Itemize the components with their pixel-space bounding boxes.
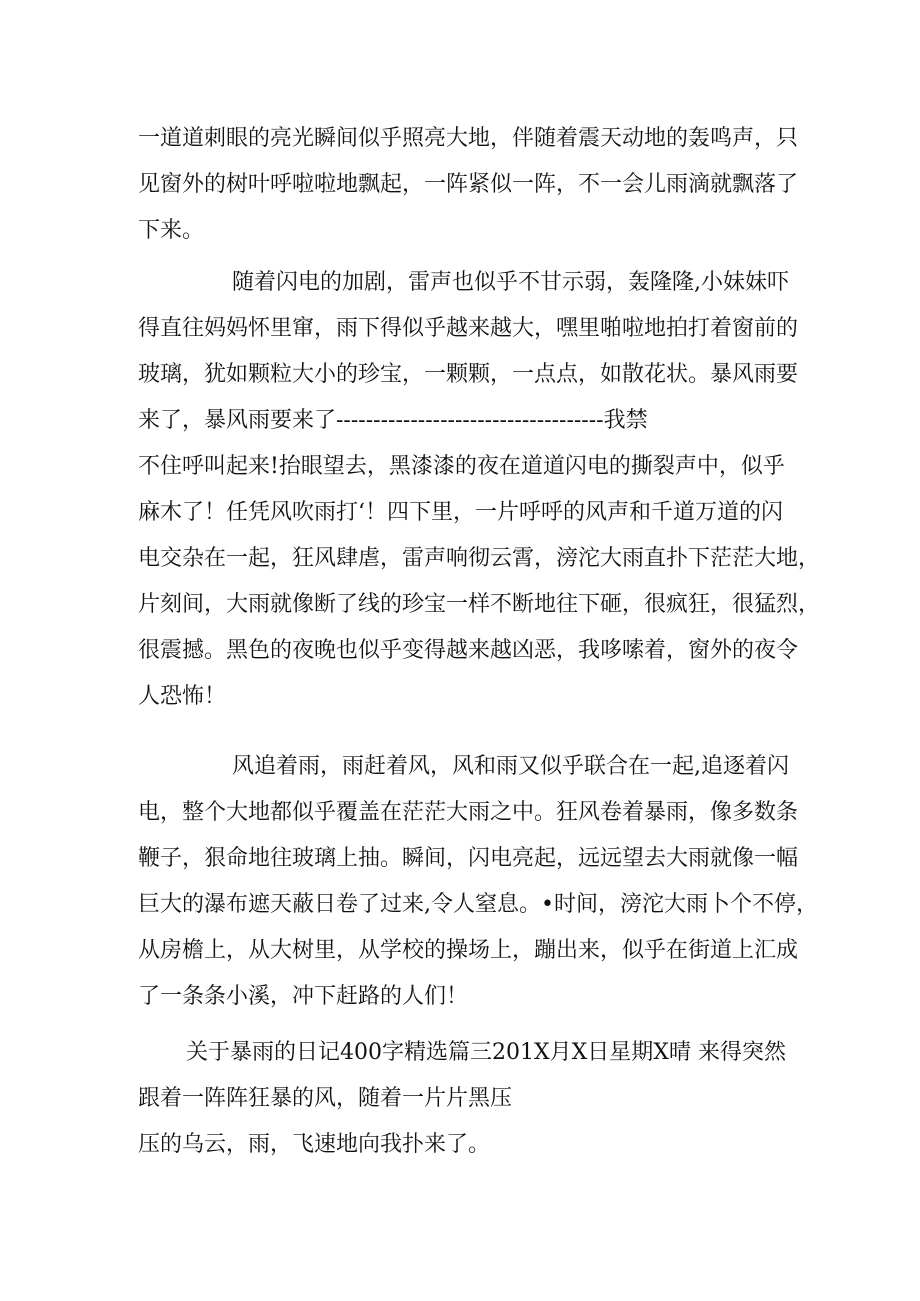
paragraph-line: 电交杂在一起，狂风肆虐，雷声响彻云霄，滂沱大雨直扑下茫茫大地，	[138, 546, 821, 571]
paragraph-line: 从房檐上，从大树里，从学校的操场上，蹦出来，似乎在街道上汇成	[138, 938, 799, 963]
paragraph-line: 鞭子，狠命地往玻璃上抽。瞬间，闪电亮起，远远望去大雨就像一幅	[138, 846, 799, 871]
paragraph-4	[138, 1030, 798, 1168]
paragraph-line: 麻木了！任凭风吹雨打‘！四下里，一片呼呼的风声和千道万道的闪	[138, 500, 783, 525]
paragraph-line: 风追着雨，雨赶着风，风和雨又似乎联合在一起,追逐着闪	[232, 754, 789, 779]
paragraph-line: 下来。	[138, 218, 205, 243]
paragraph-line: 得直往妈妈怀里窜，雨下得似乎越来越大，嘿里啪啦地拍打着窗前的	[138, 316, 799, 341]
paragraph-line: 随着闪电的加剧，雷声也似乎不甘示弱，轰隆隆,小妹妹吓	[232, 270, 789, 295]
paragraph-line: 压的乌云，雨，飞速地向我扑来了。	[138, 1132, 491, 1157]
paragraph-line: 一道道刺眼的亮光瞬间似乎照亮大地，伴随着震天动地的轰鸣声，只	[138, 126, 799, 151]
paragraph-line: 电，整个大地都似乎覆盖在茫茫大雨之中。狂风卷着暴雨，像多数条	[138, 800, 799, 825]
paragraph-line: 不住呼叫起来!抬眼望去，黑漆漆的夜在道道闪电的撕裂声中，似乎	[138, 454, 785, 479]
paragraph-line: 片刻间，大雨就像断了线的珍宝一样不断地往下砸，很疯狂，很猛烈，	[138, 592, 821, 617]
paragraph-3	[138, 744, 818, 1020]
paragraph-line: 巨大的瀑布遮天蔽日卷了过来,令人窒息。•时间，滂沱大雨卜个不停，	[138, 892, 818, 917]
paragraph-1	[138, 116, 798, 254]
paragraph-line: 人恐怖！	[138, 684, 227, 709]
paragraph-line: 很震撼。黑色的夜晚也似乎变得越来越凶恶，我哆嗦着，窗外的夜令	[138, 638, 799, 663]
paragraph-line: 玻璃，犹如颗粒大小的珍宝，一颗颗，一点点，如散花状。暴风雨要	[138, 362, 799, 387]
paragraph-line: 了一条条小溪，冲下赶路的人们！	[138, 984, 469, 1009]
paragraph-line: 跟着一阵阵狂暴的风，随着一片片黑压	[138, 1086, 513, 1111]
paragraph-line: 来了，暴风雨要来了------------------------------------我禁	[138, 408, 648, 433]
paragraph-2	[138, 260, 821, 720]
paragraph-line: 见窗外的树叶呼啦啦地飘起，一阵紧似一阵，不一会儿雨滴就飘落了	[138, 172, 799, 197]
paragraph-line: 关于暴雨的日记400字精选篇三201X月X日星期X晴 来得突然	[186, 1040, 786, 1065]
